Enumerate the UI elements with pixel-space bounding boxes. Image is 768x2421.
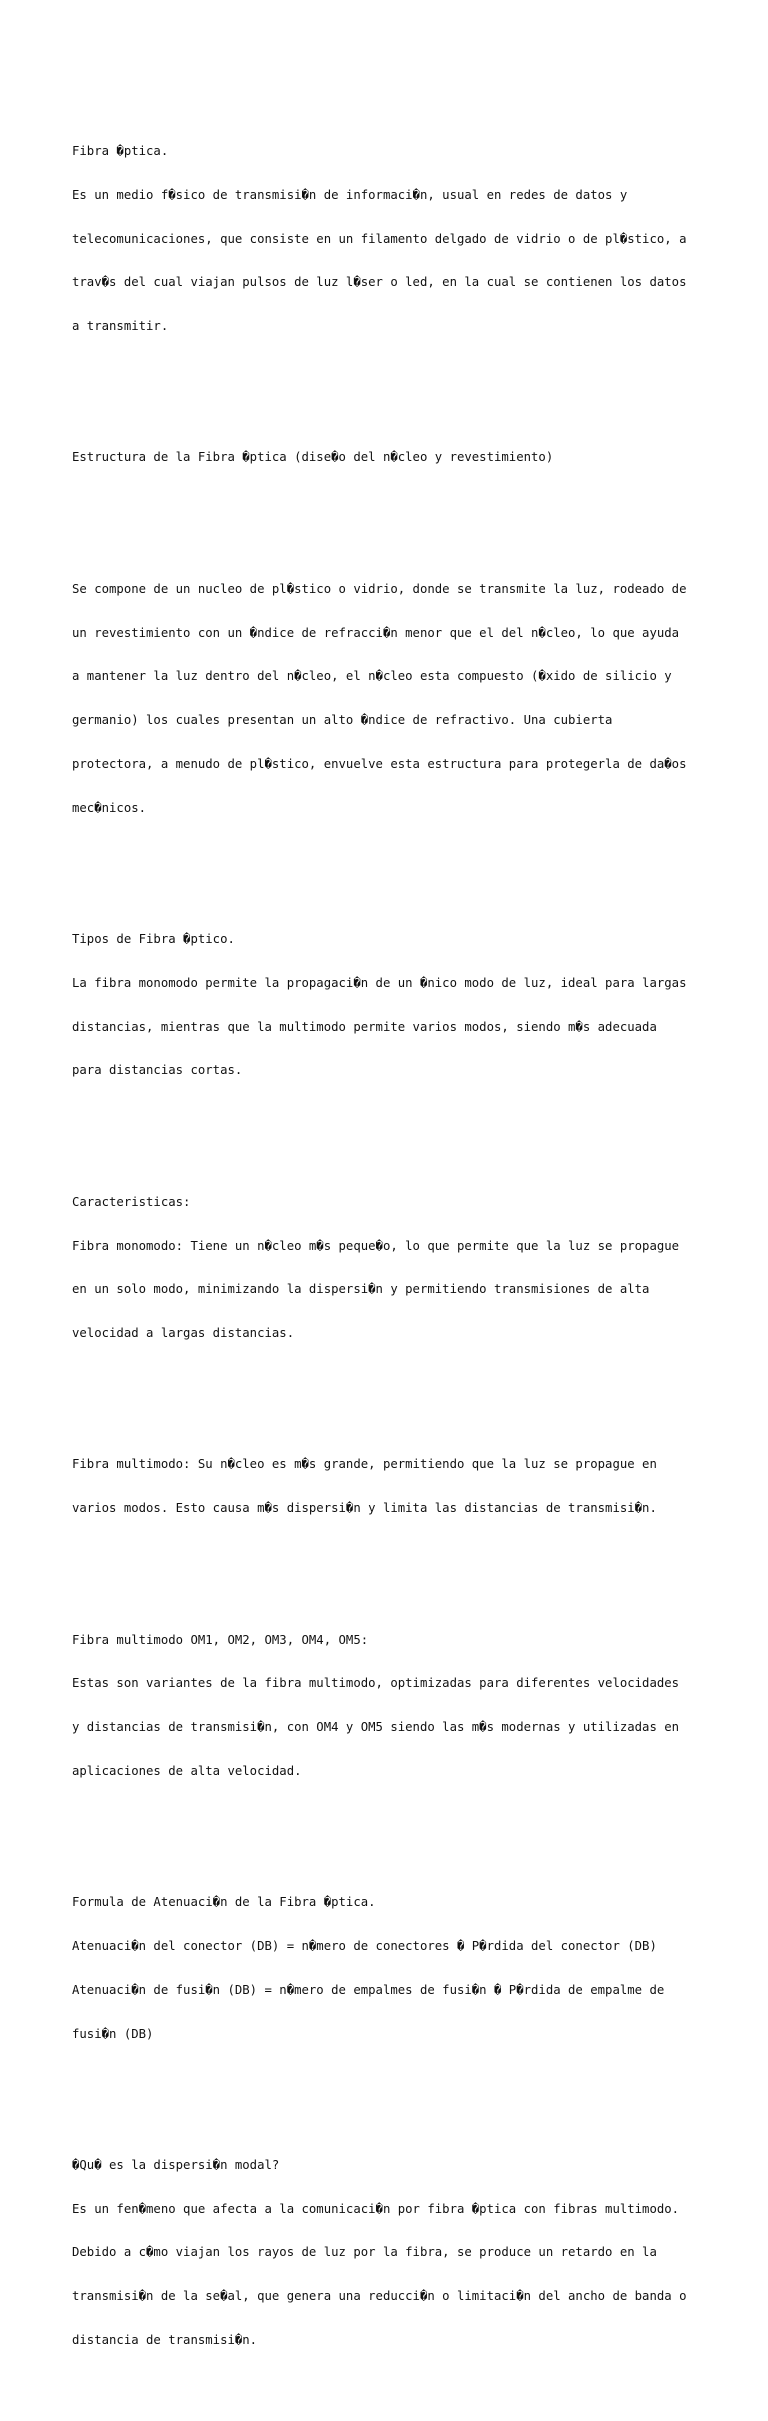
text-line: La fibra monomodo permite la propagaci�n de un �nico modo de luz, ideal para largas xyxy=(72,975,687,990)
text-line: transmisi�n de la se�al, que genera una reducci�n o limitaci�n del ancho de banda o xyxy=(72,2289,687,2304)
text-line: protectora, a menudo de pl�stico, envuelve esta estructura para protegerla de da�os xyxy=(72,756,687,771)
text-line: a mantener la luz dentro del n�cleo, el n�cleo esta compuesto (�xido de silicio y xyxy=(72,669,672,684)
paragraph-intro xyxy=(72,115,712,363)
text-line: telecomunicaciones, que consiste en un filamento delgado de vidrio o de pl�stico, a xyxy=(72,231,687,246)
paragraph-estructura xyxy=(72,553,712,845)
heading-fibra-optica: Fibra �ptica. xyxy=(72,143,169,158)
text-line: trav�s del cual viajan pulsos de luz l�ser o led, en la cual se contienen los datos xyxy=(72,275,687,290)
text-line: para distancias cortas. xyxy=(72,1063,243,1078)
heading-dispersion: �Qu� es la dispersi�n modal? xyxy=(72,2157,280,2172)
text-line: Debido a c�mo viajan los rayos de luz por la fibra, se produce un retardo en la xyxy=(72,2245,657,2260)
paragraph-estructura-heading xyxy=(72,421,712,494)
paragraph-multimodo xyxy=(72,1428,712,1545)
text-line: velocidad a largas distancias. xyxy=(72,1326,295,1341)
paragraph-tipos xyxy=(72,903,712,1107)
heading-tipos: Tipos de Fibra �ptico. xyxy=(72,932,235,947)
text-line: germanio) los cuales presentan un alto �ndice de refractivo. Una cubierta xyxy=(72,713,613,728)
text-line: Fibra multimodo: Su n�cleo es m�s grande, permitiendo que la luz se propague en xyxy=(72,1457,657,1472)
text-line: Se compone de un nucleo de pl�stico o vidrio, donde se transmite la luz, rodeado de xyxy=(72,581,687,596)
text-line: Es un fen�meno que afecta a la comunicaci�n por fibra �ptica con fibras multimodo. xyxy=(72,2201,680,2216)
formula-line: fusi�n (DB) xyxy=(72,2026,154,2041)
paragraph-caracteristicas xyxy=(72,1166,712,1370)
paragraph-dispersion-modal xyxy=(72,2129,712,2377)
text-line: distancia de transmisi�n. xyxy=(72,2333,258,2348)
text-line: en un solo modo, minimizando la dispersi�n y permitiendo transmisiones de alta xyxy=(72,1282,650,1297)
text-line: y distancias de transmisi�n, con OM4 y OM5 siendo las m�s modernas y utilizadas en xyxy=(72,1720,680,1735)
text-line: distancias, mientras que la multimodo permite varios modos, siendo m�s adecuada xyxy=(72,1019,657,1034)
text-line: un revestimiento con un �ndice de refracci�n menor que el del n�cleo, lo que ayuda xyxy=(72,625,680,640)
text-line: aplicaciones de alta velocidad. xyxy=(72,1763,302,1778)
heading-om: Fibra multimodo OM1, OM2, OM3, OM4, OM5: xyxy=(72,1632,369,1647)
heading-atenuacion: Formula de Atenuaci�n de la Fibra �ptica. xyxy=(72,1895,376,1910)
formula-line: Atenuaci�n de fusi�n (DB) = n�mero de empalmes de fusi�n � P�rdida de empalme de xyxy=(72,1982,665,1997)
text-line: varios modos. Esto causa m�s dispersi�n y limita las distancias de transmisi�n. xyxy=(72,1501,657,1516)
text-line: mec�nicos. xyxy=(72,800,147,815)
heading-caracteristicas: Caracteristicas: xyxy=(72,1194,191,1209)
heading-estructura: Estructura de la Fibra �ptica (dise�o del n�cleo y revestimiento) xyxy=(72,450,554,465)
text-line: a transmitir. xyxy=(72,319,169,334)
text-line: Estas son variantes de la fibra multimodo, optimizadas para diferentes velocidades xyxy=(72,1676,680,1691)
paragraph-atenuacion xyxy=(72,1866,712,2070)
paragraph-om-variantes xyxy=(72,1603,712,1807)
formula-line: Atenuaci�n del conector (DB) = n�mero de conectores � P�rdida del conector (DB) xyxy=(72,1939,657,1953)
text-line: Fibra monomodo: Tiene un n�cleo m�s peque�o, lo que permite que la luz se propague xyxy=(72,1238,680,1253)
text-line: Es un medio f�sico de transmisi�n de informaci�n, usual en redes de datos y xyxy=(72,187,628,202)
document-body xyxy=(72,71,712,2421)
